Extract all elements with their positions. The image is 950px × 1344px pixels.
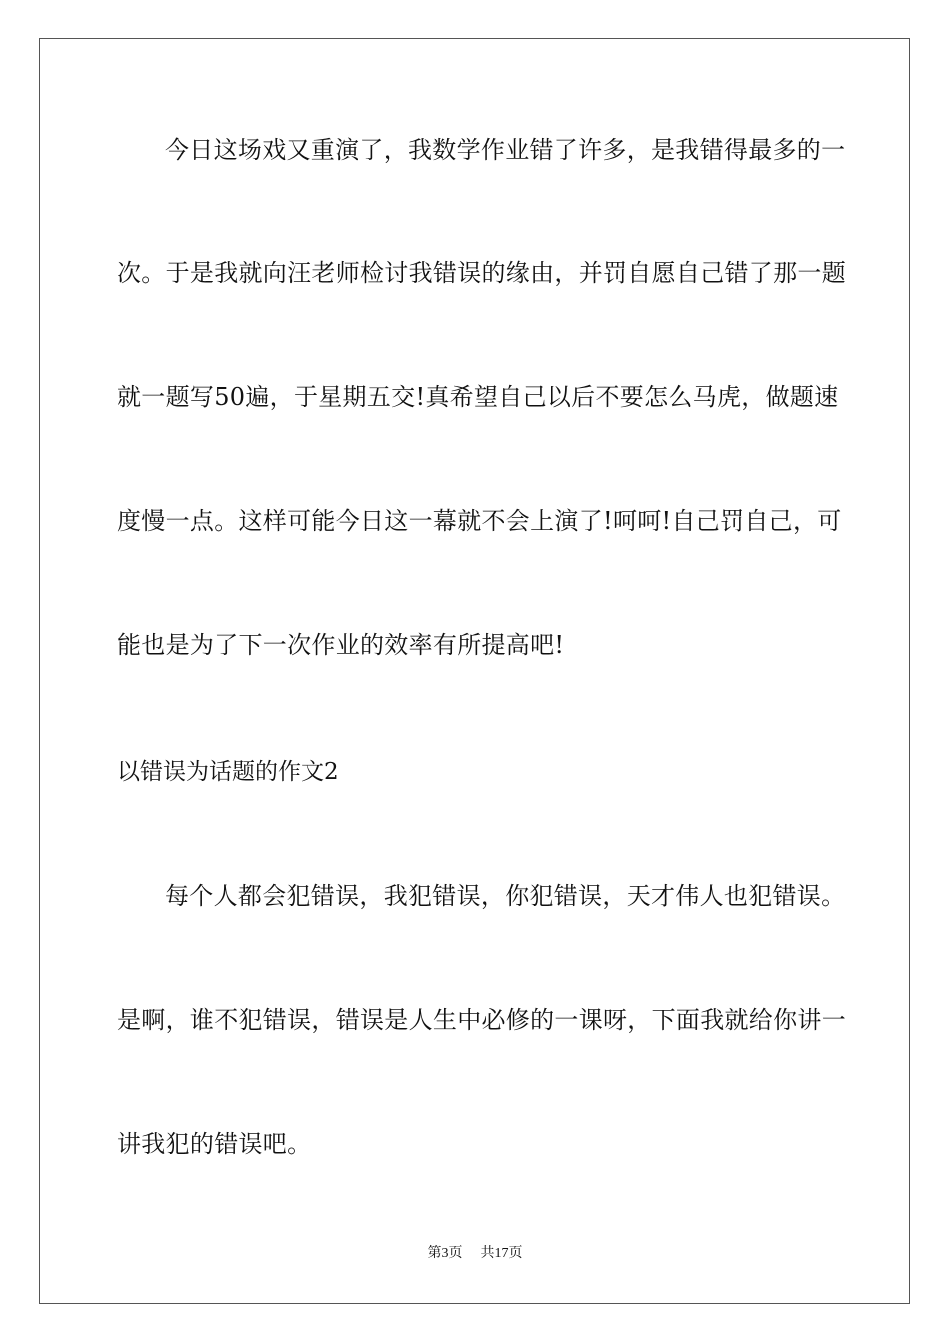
page-border — [39, 38, 910, 1304]
text-line: 就一题写50遍，于星期五交!真希望自己以后不要怎么马虎，做题速 — [117, 383, 839, 411]
section-heading: 以错误为话题的作文2 — [117, 759, 339, 785]
page-number: 第3页 — [427, 1246, 463, 1261]
text-line: 每个人都会犯错误，我犯错误，你犯错误，天才伟人也犯错误。 — [165, 882, 846, 910]
text-line: 度慢一点。这样可能今日这一幕就不会上演了!呵呵!自己罚自己，可 — [117, 507, 842, 535]
text-line: 今日这场戏又重演了，我数学作业错了许多，是我错得最多的一 — [165, 136, 846, 164]
page-total: 共17页 — [480, 1246, 523, 1261]
text-line: 次。于是我就向汪老师检讨我错误的缘由，并罚自愿自己错了那一题 — [117, 259, 846, 287]
text-line: 能也是为了下一次作业的效率有所提高吧! — [117, 631, 565, 659]
text-line: 是啊，谁不犯错误，错误是人生中必修的一课呀，下面我就给你讲一 — [117, 1006, 846, 1034]
text-line: 讲我犯的错误吧。 — [117, 1130, 312, 1158]
page-footer — [0, 1244, 950, 1264]
